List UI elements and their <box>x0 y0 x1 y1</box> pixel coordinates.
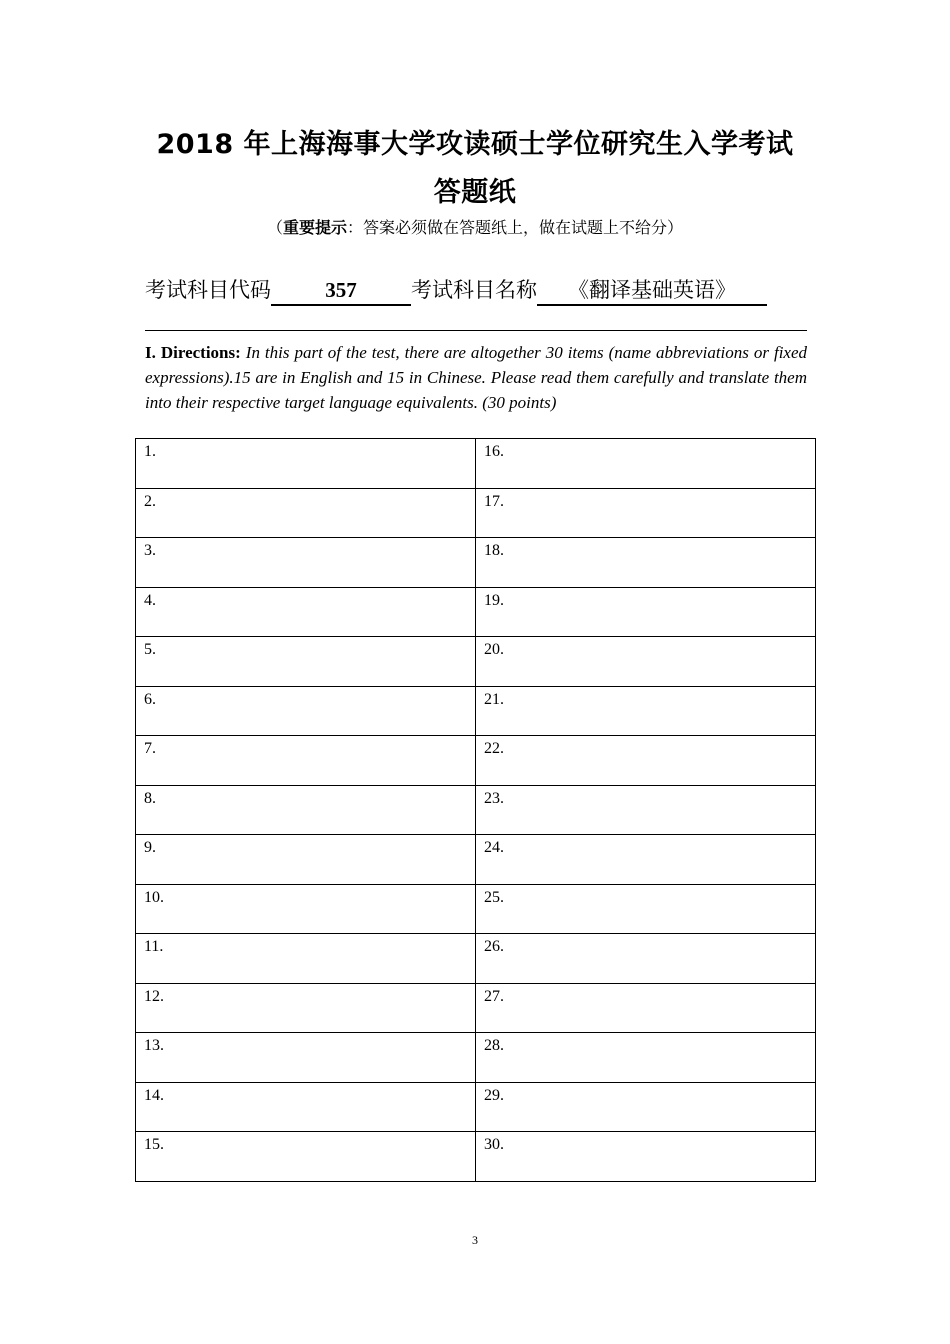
notice-bold-label: 重要提示 <box>282 218 347 237</box>
answer-row <box>136 1132 816 1182</box>
answer-item-number: 29. <box>484 1086 504 1104</box>
answer-row <box>136 983 816 1033</box>
answer-item-number: 1. <box>144 443 156 460</box>
answer-item-number: 5. <box>144 641 156 658</box>
answer-cell[interactable] <box>136 538 476 588</box>
answer-row <box>136 587 816 637</box>
page-title: 2018 年上海海事大学攻读硕士学位研究生入学考试 <box>156 129 794 160</box>
important-notice <box>0 215 950 238</box>
answer-item-number: 12. <box>144 987 164 1005</box>
directions-text: In this part of the test, there are altogether 30 items (name abbreviations or fixed expressions).15 are in English and 15 in Chinese. Please read them carefully and translate them into their respective target language equivalents. (30 points) <box>145 343 808 412</box>
answer-item-number: 3. <box>144 542 156 559</box>
answer-item-number: 14. <box>144 1086 164 1104</box>
answer-cell[interactable] <box>476 538 816 588</box>
answer-item-number: 22. <box>484 740 504 757</box>
answer-item-number: 16. <box>484 443 504 460</box>
answer-cell[interactable] <box>476 983 816 1033</box>
answer-item-number: 24. <box>484 839 504 856</box>
answer-cell[interactable] <box>476 587 816 637</box>
directions-heading: I. Directions: <box>145 343 241 362</box>
answer-row <box>136 637 816 687</box>
answer-item-number: 7. <box>144 740 156 757</box>
answer-cell[interactable] <box>136 884 476 934</box>
answer-item-number: 15. <box>144 1136 164 1153</box>
answer-row <box>136 884 816 934</box>
subject-line <box>145 274 810 308</box>
answer-cell[interactable] <box>136 488 476 538</box>
answer-item-number: 4. <box>144 591 156 609</box>
answer-item-number: 17. <box>484 492 504 510</box>
answer-row <box>136 934 816 984</box>
answer-row <box>136 686 816 736</box>
answer-cell[interactable] <box>136 686 476 736</box>
answer-cell[interactable] <box>136 637 476 687</box>
answer-cell[interactable] <box>476 637 816 687</box>
answer-row <box>136 488 816 538</box>
answer-item-number: 25. <box>484 888 504 906</box>
page-number: 3 <box>472 1233 478 1247</box>
answer-item-number: 20. <box>484 641 504 658</box>
answer-cell[interactable] <box>476 1132 816 1182</box>
answer-row <box>136 835 816 885</box>
subject-code-label: 考试科目代码 <box>145 278 271 302</box>
answer-cell[interactable] <box>476 835 816 885</box>
answer-item-number: 21. <box>484 690 504 708</box>
answer-item-number: 27. <box>484 987 504 1005</box>
answer-table <box>135 438 816 1182</box>
answer-cell[interactable] <box>476 785 816 835</box>
answer-cell[interactable] <box>476 1033 816 1083</box>
answer-cell[interactable] <box>136 835 476 885</box>
answer-cell[interactable] <box>476 686 816 736</box>
subject-name-label: 考试科目名称 <box>411 278 537 302</box>
answer-cell[interactable] <box>476 488 816 538</box>
answer-item-number: 18. <box>484 542 504 559</box>
answer-cell[interactable] <box>136 587 476 637</box>
subject-code-field[interactable]: 357 <box>271 276 411 306</box>
answer-cell[interactable] <box>136 1132 476 1182</box>
answer-row <box>136 785 816 835</box>
answer-cell[interactable] <box>136 934 476 984</box>
notice-open-paren: （ <box>266 218 283 237</box>
answer-cell[interactable] <box>476 934 816 984</box>
answer-item-number: 6. <box>144 690 156 708</box>
answer-cell[interactable] <box>136 1082 476 1132</box>
answer-item-number: 19. <box>484 591 504 609</box>
answer-row <box>136 736 816 786</box>
answer-item-number: 26. <box>484 938 504 955</box>
answer-item-number: 10. <box>144 888 164 906</box>
answer-cell[interactable] <box>476 439 816 489</box>
answer-item-number: 8. <box>144 789 156 807</box>
answer-cell[interactable] <box>136 1033 476 1083</box>
answer-item-number: 11. <box>144 938 164 955</box>
answer-item-number: 9. <box>144 839 156 856</box>
page-subtitle: 答题纸 <box>433 177 517 208</box>
answer-item-number: 28. <box>484 1037 504 1054</box>
answer-cell[interactable] <box>476 1082 816 1132</box>
directions-paragraph <box>145 340 807 415</box>
answer-cell[interactable] <box>136 439 476 489</box>
answer-item-number: 23. <box>484 789 504 807</box>
answer-cell[interactable] <box>476 736 816 786</box>
answer-cell[interactable] <box>136 983 476 1033</box>
answer-row <box>136 439 816 489</box>
answer-row <box>136 1082 816 1132</box>
answer-cell[interactable] <box>136 785 476 835</box>
answer-row <box>136 538 816 588</box>
answer-row <box>136 1033 816 1083</box>
answer-item-number: 2. <box>144 492 156 510</box>
answer-item-number: 30. <box>484 1136 504 1153</box>
notice-text: ：答案必须做在答题纸上，做在试题上不给分） <box>347 218 684 237</box>
divider-line <box>145 330 807 331</box>
answer-cell[interactable] <box>136 736 476 786</box>
subject-name-field[interactable]: 《翻译基础英语》 <box>537 276 767 306</box>
answer-cell[interactable] <box>476 884 816 934</box>
answer-item-number: 13. <box>144 1037 164 1054</box>
